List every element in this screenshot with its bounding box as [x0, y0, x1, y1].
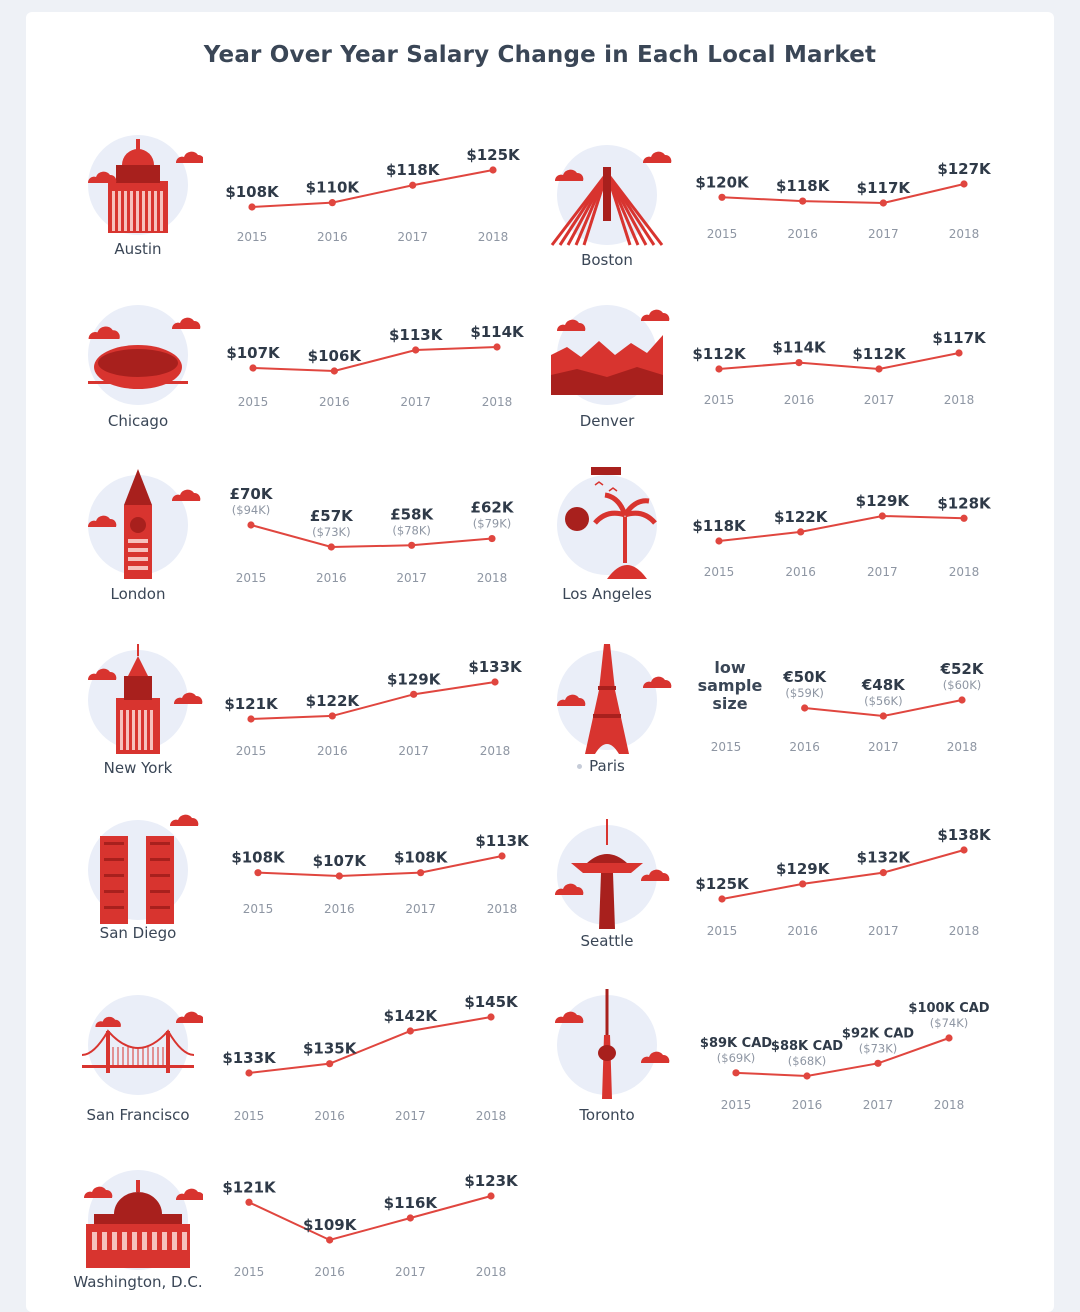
year-tick-label: 2017: [868, 227, 899, 241]
value-label: $117K: [932, 329, 986, 347]
city-label: Seattle: [580, 932, 634, 950]
value-label: $129K: [386, 670, 441, 689]
year-tick-label: 2018: [479, 744, 511, 758]
value-label: $114K: [772, 338, 826, 357]
city-label: San Francisco: [86, 1106, 190, 1124]
data-point: [326, 1236, 333, 1243]
data-point: [407, 1214, 414, 1221]
city-label: Paris: [589, 757, 625, 775]
city-label: Boston: [581, 251, 633, 269]
value-label: $112K: [692, 345, 746, 363]
value-label: $129K: [855, 492, 910, 510]
year-tick-label: 2016: [316, 571, 347, 585]
city-label: San Diego: [99, 924, 177, 942]
year-tick-label: 2015: [703, 565, 735, 579]
year-tick-label: 2016: [317, 230, 348, 244]
value-label: $132K: [856, 848, 911, 867]
year-tick-label: 2016: [791, 1098, 823, 1112]
year-tick-label: 2018: [477, 230, 509, 244]
year-tick-label: 2016: [314, 1109, 345, 1123]
converted-value-label: ($94K): [231, 503, 271, 517]
value-label: $107K: [226, 344, 280, 362]
converted-value-label: ($68K): [787, 1054, 827, 1068]
year-tick-label: 2017: [395, 1109, 426, 1123]
value-label: $113K: [388, 326, 443, 344]
value-label: $125K: [466, 146, 520, 164]
year-tick-label: 2015: [703, 393, 735, 407]
value-label: $122K: [773, 507, 828, 526]
year-tick-label: 2017: [863, 393, 895, 407]
value-label: $100K CAD: [908, 1001, 990, 1016]
year-tick-label: 2018: [948, 227, 980, 241]
city-label: Denver: [579, 412, 635, 430]
year-tick-label: 2018: [476, 571, 508, 585]
value-label: $123K: [464, 1172, 518, 1190]
value-label: $112K: [852, 345, 906, 363]
city-label: Toronto: [579, 1106, 635, 1124]
value-label: $110K: [305, 178, 360, 197]
year-tick-label: 2016: [787, 924, 818, 938]
year-tick-label: 2015: [720, 1098, 752, 1112]
data-point: [487, 1192, 494, 1199]
value-label: $142K: [383, 1007, 438, 1025]
value-label: £58K: [390, 505, 434, 524]
city-label: Washington, D.C.: [73, 1273, 203, 1291]
year-tick-label: 2015: [236, 230, 268, 244]
year-tick-label: 2017: [397, 230, 428, 244]
page-title: Year Over Year Salary Change in Each Local Market: [203, 42, 877, 68]
value-label: $122K: [305, 691, 360, 710]
series-line: [249, 1196, 491, 1240]
year-tick-label: 2016: [324, 902, 355, 916]
year-tick-label: 2018: [943, 393, 975, 407]
value-label: $114K: [470, 323, 524, 341]
value-label: €52K: [940, 660, 984, 678]
value-label: $121K: [224, 695, 278, 713]
value-label: $108K: [225, 183, 279, 201]
value-label: $120K: [695, 173, 749, 192]
year-tick-label: 2017: [862, 1098, 894, 1112]
city-label: Austin: [114, 240, 162, 258]
year-tick-label: 2017: [400, 395, 431, 409]
year-tick-label: 2017: [405, 902, 436, 916]
year-tick-label: 2018: [475, 1265, 507, 1279]
value-label: £57K: [309, 507, 353, 525]
year-tick-label: 2015: [706, 924, 738, 938]
year-tick-label: 2015: [235, 744, 267, 758]
year-tick-label: 2015: [233, 1265, 265, 1279]
year-tick-label: 2017: [395, 1265, 426, 1279]
year-tick-label: 2017: [396, 571, 427, 585]
value-label: $138K: [937, 826, 991, 844]
value-label: $117K: [856, 179, 911, 197]
value-label: £70K: [229, 485, 273, 503]
low-sample-note: low sample size: [697, 658, 763, 713]
value-label: $118K: [775, 177, 830, 196]
value-label: $113K: [475, 832, 529, 850]
city-label: Chicago: [107, 412, 169, 430]
year-tick-label: 2015: [710, 740, 742, 754]
year-tick-label: 2015: [237, 395, 269, 409]
year-tick-label: 2015: [242, 902, 274, 916]
year-tick-label: 2015: [233, 1109, 265, 1123]
value-label: $129K: [775, 859, 830, 878]
value-label: $118K: [385, 161, 440, 180]
converted-value-label: ($78K): [392, 523, 431, 538]
city-label: Los Angeles: [562, 585, 652, 603]
year-tick-label: 2018: [933, 1098, 965, 1112]
year-tick-label: 2016: [789, 740, 820, 754]
value-label: $88K CAD: [770, 1039, 844, 1054]
year-tick-label: 2016: [785, 565, 816, 579]
value-label: $109K: [302, 1216, 357, 1234]
year-tick-label: 2018: [481, 395, 513, 409]
value-label: $108K: [231, 848, 285, 867]
value-label: $133K: [222, 1049, 276, 1067]
year-tick-label: 2016: [783, 393, 815, 407]
value-label: $135K: [302, 1039, 357, 1058]
year-tick-label: 2018: [948, 924, 980, 938]
value-label: $108K: [393, 848, 448, 867]
converted-value-label: ($56K): [864, 694, 903, 708]
year-tick-label: 2016: [314, 1265, 345, 1279]
year-tick-label: 2015: [706, 227, 738, 241]
year-tick-label: 2017: [398, 744, 429, 758]
value-label: $89K CAD: [699, 1035, 773, 1051]
value-label: $116K: [383, 1194, 438, 1212]
city-label: New York: [103, 759, 173, 777]
value-label: $107K: [312, 852, 367, 870]
converted-value-label: ($73K): [858, 1041, 898, 1056]
converted-value-label: ($60K): [942, 678, 982, 692]
year-tick-label: 2016: [319, 395, 350, 409]
value-label: €50K: [783, 668, 827, 686]
data-point: [245, 1199, 252, 1206]
year-tick-label: 2016: [317, 744, 348, 758]
year-tick-label: 2017: [868, 924, 899, 938]
value-label: $92K CAD: [841, 1026, 915, 1042]
value-label: $121K: [222, 1178, 276, 1197]
value-label: $128K: [937, 494, 991, 513]
city-label: London: [110, 585, 166, 603]
converted-value-label: ($69K): [716, 1050, 756, 1065]
value-label: €48K: [861, 676, 905, 694]
year-tick-label: 2018: [475, 1109, 507, 1123]
value-label: $118K: [692, 517, 746, 535]
value-label: £62K: [470, 498, 514, 517]
value-label: $145K: [464, 993, 518, 1011]
converted-value-label: ($73K): [312, 525, 351, 539]
year-tick-label: 2018: [486, 902, 518, 916]
year-tick-label: 2017: [867, 565, 898, 579]
converted-value-label: ($59K): [785, 686, 824, 700]
year-tick-label: 2018: [948, 565, 980, 579]
value-label: $125K: [695, 875, 749, 893]
year-tick-label: 2018: [946, 740, 978, 754]
converted-value-label: ($74K): [929, 1016, 969, 1030]
value-label: $133K: [468, 658, 522, 676]
value-label: $106K: [307, 347, 362, 365]
converted-value-label: ($79K): [472, 516, 512, 531]
year-tick-label: 2017: [868, 740, 899, 754]
value-label: $127K: [937, 160, 991, 178]
year-tick-label: 2016: [787, 227, 818, 241]
year-tick-label: 2015: [235, 571, 267, 585]
